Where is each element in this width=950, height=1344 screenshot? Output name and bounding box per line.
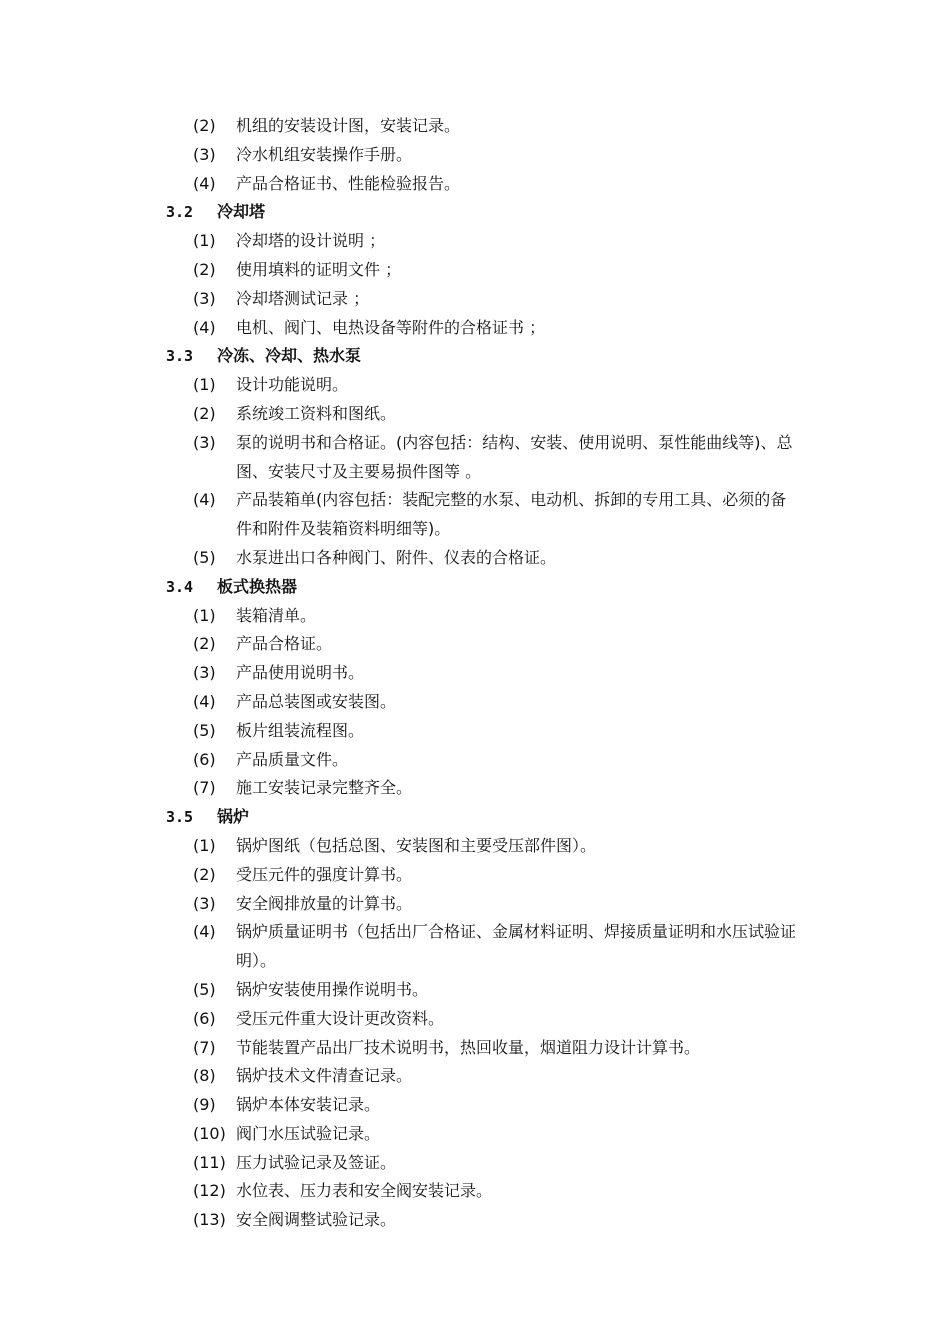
list-item-text: 受压元件重大设计更改资料。 <box>236 1008 445 1028</box>
list-item <box>166 1206 866 1235</box>
list-item-text: 产品合格证书、性能检验报告。 <box>236 173 461 193</box>
list-item-number: (7) <box>193 1037 216 1057</box>
list-item-text: 图、安装尺寸及主要易损件图等 。 <box>236 461 482 481</box>
list-item-number: (2) <box>193 403 216 423</box>
list-item <box>166 486 866 515</box>
list-item-text: 机组的安装设计图，安装记录。 <box>236 116 461 135</box>
list-item <box>166 602 866 631</box>
list-item-text: 阀门水压试验记录。 <box>236 1123 381 1143</box>
list-item-number: (3) <box>193 144 216 164</box>
list-item-number: (4) <box>193 922 216 942</box>
list-item <box>166 688 866 717</box>
list-item <box>166 630 866 659</box>
list-item <box>166 1149 866 1178</box>
list-item-text: 产品使用说明书。 <box>236 663 365 683</box>
list-item <box>166 890 866 919</box>
list-item-text: 锅炉安装使用操作说明书。 <box>236 979 429 999</box>
list-item <box>166 544 866 573</box>
list-item-number: (1) <box>193 231 216 251</box>
list-item-number: (3) <box>193 288 216 308</box>
list-item <box>166 832 866 861</box>
list-item <box>166 918 866 947</box>
list-item-number: (4) <box>193 173 216 193</box>
list-item-number: (3) <box>193 432 216 452</box>
list-item-number: (2) <box>193 864 216 884</box>
list-item-number: (2) <box>193 116 216 135</box>
list-item-text: 设计功能说明。 <box>236 375 349 395</box>
list-item-number: (1) <box>193 375 216 395</box>
list-item-text: 冷却塔的设计说明 ； <box>236 231 386 251</box>
list-item-continuation <box>166 458 866 487</box>
list-item-text: 节能装置产品出厂技术说明书，热回收量，烟道阻力设计计算书。 <box>236 1037 701 1057</box>
list-item-text: 冷水机组安装操作手册。 <box>236 144 413 164</box>
section-number: 3.5 <box>166 808 194 827</box>
list-item <box>166 1034 866 1063</box>
list-item <box>166 1062 866 1091</box>
list-item-text: 锅炉技术文件清查记录。 <box>236 1066 413 1086</box>
list-item-text: 锅炉图纸（包括总图、安装图和主要受压部件图）。 <box>236 835 597 855</box>
list-item-number: (10) <box>193 1123 226 1143</box>
list-item-text: 安全阀排放量的计算书。 <box>236 893 413 913</box>
list-item-number: (13) <box>193 1210 226 1230</box>
list-item-continuation <box>166 515 866 544</box>
list-item-text: 施工安装记录完整齐全。 <box>236 778 413 798</box>
section-heading <box>166 803 866 832</box>
list-item-text: 明）。 <box>236 951 277 971</box>
list-item <box>166 1091 866 1120</box>
list-item-text: 锅炉质量证明书（包括出厂合格证、金属材料证明、焊接质量证明和水压试验证 <box>236 922 797 942</box>
list-item-text: 安全阀调整试验记录。 <box>236 1210 397 1230</box>
section-heading <box>166 573 866 602</box>
list-item <box>166 746 866 775</box>
list-item <box>166 371 866 400</box>
document-content <box>166 112 866 1235</box>
list-item <box>166 285 866 314</box>
list-item-text: 受压元件的强度计算书。 <box>236 864 413 884</box>
list-item <box>166 1005 866 1034</box>
list-item-text: 使用填料的证明文件 ； <box>236 259 402 279</box>
list-item <box>166 659 866 688</box>
list-item-text: 系统竣工资料和图纸。 <box>236 403 397 423</box>
list-item-text: 压力试验记录及签证。 <box>236 1152 397 1172</box>
list-item-text: 冷却塔测试记录 ； <box>236 288 370 308</box>
list-item-number: (5) <box>193 720 216 740</box>
section-number: 3.2 <box>166 203 194 222</box>
list-item-text: 板片组装流程图。 <box>236 720 365 740</box>
list-item-number: (6) <box>193 749 216 769</box>
list-item <box>166 1120 866 1149</box>
section-heading <box>166 342 866 371</box>
section-number: 3.4 <box>166 577 194 596</box>
list-item-number: (6) <box>193 1008 216 1028</box>
list-item-number: (9) <box>193 1095 216 1115</box>
list-item-text: 泵的说明书和合格证。(内容包括：结构、安装、使用说明、泵性能曲线等)、总 <box>236 432 793 452</box>
list-item <box>166 170 866 199</box>
list-item <box>166 717 866 746</box>
list-item <box>166 429 866 458</box>
list-item <box>166 112 866 141</box>
list-item <box>166 861 866 890</box>
list-item-number: (4) <box>193 691 216 711</box>
list-item-number: (1) <box>193 605 216 625</box>
section-number: 3.3 <box>166 347 194 366</box>
list-item-text: 电机、阀门、电热设备等附件的合格证书 ； <box>236 317 546 337</box>
list-item-text: 产品装箱单(内容包括：装配完整的水泵、电动机、拆卸的专用工具、必须的备 <box>236 490 787 510</box>
list-item-number: (4) <box>193 490 216 510</box>
list-item-number: (8) <box>193 1066 216 1086</box>
list-item-number: (5) <box>193 547 216 567</box>
list-item-number: (3) <box>193 893 216 913</box>
section-title: 板式换热器 <box>217 576 298 596</box>
list-item-text: 水位表、压力表和安全阀安装记录。 <box>236 1181 493 1201</box>
list-item <box>166 1177 866 1206</box>
list-item <box>166 314 866 343</box>
list-item-number: (12) <box>193 1181 226 1201</box>
list-item-text: 产品合格证。 <box>236 634 333 654</box>
list-item <box>166 774 866 803</box>
list-item-text: 产品质量文件。 <box>236 749 349 769</box>
list-item-number: (1) <box>193 835 216 855</box>
section-title: 冷冻、冷却、热水泵 <box>217 346 362 366</box>
list-item-text: 锅炉本体安装记录。 <box>236 1095 381 1115</box>
list-item-number: (5) <box>193 979 216 999</box>
list-item <box>166 400 866 429</box>
section-heading <box>166 198 866 227</box>
list-item-text: 装箱清单。 <box>236 605 317 625</box>
list-item-number: (2) <box>193 259 216 279</box>
list-item-text: 水泵进出口各种阀门、附件、仪表的合格证。 <box>236 547 557 567</box>
list-item-number: (3) <box>193 663 216 683</box>
list-item-number: (11) <box>193 1152 226 1172</box>
section-title: 锅炉 <box>217 807 250 827</box>
list-item-number: (2) <box>193 634 216 654</box>
list-item-number: (4) <box>193 317 216 337</box>
list-item <box>166 227 866 256</box>
list-item <box>166 256 866 285</box>
section-title: 冷却塔 <box>217 202 266 222</box>
list-item <box>166 976 866 1005</box>
list-item-number: (7) <box>193 778 216 798</box>
list-item <box>166 141 866 170</box>
list-item-continuation <box>166 947 866 976</box>
list-item-text: 件和附件及装箱资料明细等)。 <box>236 519 451 539</box>
list-item-text: 产品总装图或安装图。 <box>236 691 397 711</box>
